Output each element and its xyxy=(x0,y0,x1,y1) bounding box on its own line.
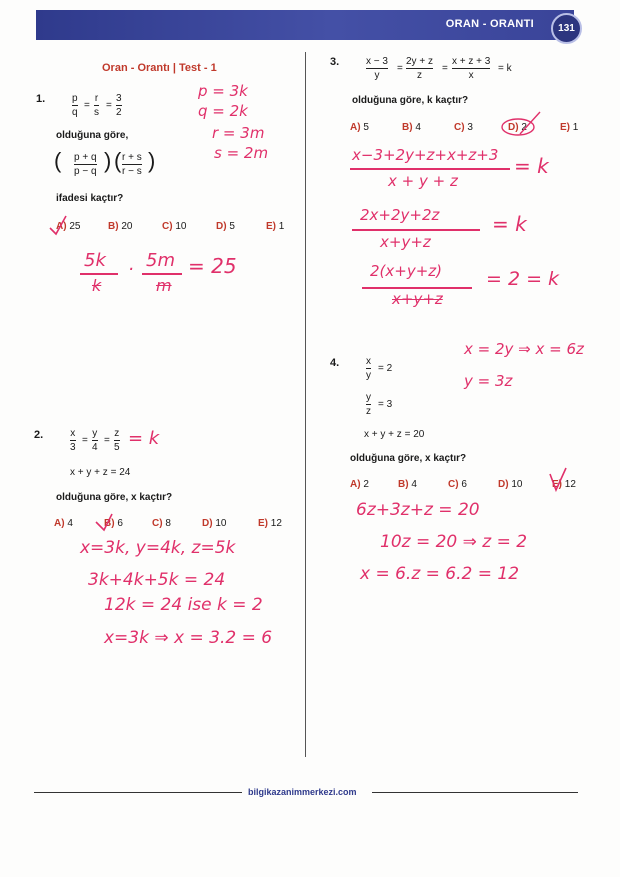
q3-option-a-key: A) xyxy=(350,122,361,133)
q3-frac1-num: x − 3 xyxy=(366,56,388,67)
q3-number: 3. xyxy=(330,56,340,68)
q1-option-b-key: B) xyxy=(108,221,119,232)
q1-hw-p: p = 3k xyxy=(198,82,248,100)
q4-hw-h2: y = 3z xyxy=(464,372,513,390)
paren-close-1: ) xyxy=(104,148,112,173)
q1-number: 1. xyxy=(36,93,46,105)
q1-p: p xyxy=(72,93,78,104)
q2-number: 2. xyxy=(34,429,44,441)
q4-option-a-key: A) xyxy=(350,479,361,490)
q1-option-c-key: C) xyxy=(162,221,173,232)
q1-option-c-value: 10 xyxy=(175,221,187,232)
q1-option-e-key: E) xyxy=(266,221,276,232)
q1-s: s xyxy=(94,107,99,118)
q4-option-e-key: E) xyxy=(552,479,562,490)
q3-frac1-den: y xyxy=(374,70,380,81)
q2-option-b-value: 6 xyxy=(117,518,123,529)
q1-hw-s: s = 2m xyxy=(214,144,269,162)
q3-option-c-value: 3 xyxy=(467,122,473,133)
q2-five: 5 xyxy=(114,442,120,453)
q2-option-e-value: 12 xyxy=(270,518,282,529)
q2-option-b-key: B) xyxy=(104,518,115,529)
q3-option-e-key: E) xyxy=(560,122,570,133)
footer-line-right xyxy=(372,792,578,793)
q2-hw-line4: x=3k ⇒ x = 3.2 = 6 xyxy=(104,628,273,648)
q1-eq2: = xyxy=(106,100,112,111)
q1-expr-a-den: p − q xyxy=(74,166,97,177)
q1-hw-den2: m xyxy=(156,276,172,295)
q1-option-d-value: 5 xyxy=(229,221,235,232)
q3-option-b-key: B) xyxy=(402,122,413,133)
q3-frac2-den: z xyxy=(416,70,422,81)
q3-hw-den1: x + y + z xyxy=(388,172,458,190)
q1-hw-dot: · xyxy=(128,259,134,280)
q3-option-e-value: 1 xyxy=(572,122,579,133)
q3-eqk: = k xyxy=(498,63,512,74)
q2-y: y xyxy=(92,428,98,439)
q1-hw-r: r = 3m xyxy=(212,124,265,142)
q4-hw-line2: 10z = 20 ⇒ z = 2 xyxy=(380,532,528,552)
q1-expr-b-den: r − s xyxy=(122,166,142,177)
paren-close-2: ) xyxy=(148,148,156,173)
q1-hw-q: q = 2k xyxy=(198,102,248,120)
q1-option-b-value: 20 xyxy=(121,221,133,232)
q1-hw-den1: k xyxy=(92,276,102,295)
q3-hw-num2: 2x+2y+2z xyxy=(360,206,440,224)
q4-y2: y xyxy=(366,392,371,403)
q4-option-c-key: C) xyxy=(448,479,459,490)
q1-given: olduğuna göre, xyxy=(56,130,129,141)
q2-hw-line2: 3k+4k+5k = 24 xyxy=(88,570,226,590)
q3-frac2-num: 2y + z xyxy=(406,56,433,67)
q3-option-b-value: 4 xyxy=(415,122,421,133)
page-number: 131 xyxy=(551,13,582,44)
q2-eq2: = xyxy=(104,435,110,446)
q3-hw-res3: = 2 = k xyxy=(486,268,560,290)
header-topic: ORAN - ORANTI xyxy=(445,18,534,30)
q3-hw-num1: x−3+2y+z+x+z+3 xyxy=(352,146,499,164)
q2-option-a-value: 4 xyxy=(67,518,73,529)
q2-option-a-key: A) xyxy=(54,518,65,529)
q1-hw-num2: 5m xyxy=(146,250,175,271)
q2-option-c-key: C) xyxy=(152,518,163,529)
q4-option-d-value: 10 xyxy=(511,479,523,490)
q3-eq1: = xyxy=(397,63,403,74)
q1-option-e-value: 1 xyxy=(278,221,285,232)
q3-frac3-den: x xyxy=(468,70,474,81)
q3-frac3-num: x + z + 3 xyxy=(452,56,491,67)
q2-sum: x + y + z = 24 xyxy=(70,467,131,478)
q3-hw-res2: = k xyxy=(492,212,527,236)
q2-option-c-value: 8 xyxy=(165,518,171,529)
q4-eq3: = 3 xyxy=(378,399,393,410)
q3-option-a-value: 5 xyxy=(363,122,369,133)
q2-x: x xyxy=(70,428,76,439)
q3-option-d-value: 2 xyxy=(521,122,527,133)
q1-hw-result: = 25 xyxy=(188,254,237,278)
q2-hw-line1: x=3k, y=4k, z=5k xyxy=(80,538,236,558)
q1-option-a-value: 25 xyxy=(69,221,81,232)
q4-hw-line3: x = 6.z = 6.2 = 12 xyxy=(360,564,520,584)
q2-three: 3 xyxy=(70,442,76,453)
q1-expr-b-num: r + s xyxy=(122,152,142,163)
q4-option-b-value: 4 xyxy=(411,479,417,490)
q2-question: olduğuna göre, x kaçtır? xyxy=(56,492,173,503)
q4-option-e-value: 12 xyxy=(564,479,576,490)
q1-option-d-key: D) xyxy=(216,221,227,232)
q4-y: y xyxy=(366,370,371,381)
q2-answer-check-icon xyxy=(96,514,112,530)
q1-question: ifadesi kaçtır? xyxy=(56,193,124,204)
q4-number: 4. xyxy=(330,357,340,369)
q1-two: 2 xyxy=(116,107,122,118)
paren-open-2: ( xyxy=(114,148,122,173)
q4-question: olduğuna göre, x kaçtır? xyxy=(350,453,467,464)
q3-hw-res1: = k xyxy=(514,154,549,178)
q4-hw-line1: 6z+3z+z = 20 xyxy=(356,500,480,520)
q3-hw-den2: x+y+z xyxy=(380,233,431,251)
q4-sum: x + y + z = 20 xyxy=(364,429,425,440)
q2-four: 4 xyxy=(92,442,98,453)
q1-eq1: = xyxy=(84,100,90,111)
q4-eq2: = 2 xyxy=(378,363,393,374)
q3-option-d-key: D) xyxy=(508,122,519,133)
q1-answer-check-icon xyxy=(50,216,66,234)
q4-option-d-key: D) xyxy=(498,479,509,490)
paren-open-1: ( xyxy=(54,148,62,173)
q2-z: z xyxy=(114,428,120,439)
q3-hw-den3: x+y+z xyxy=(392,290,443,308)
q2-option-d-key: D) xyxy=(202,518,213,529)
q4-option-b-key: B) xyxy=(398,479,409,490)
q4-hw-h1: x = 2y ⇒ x = 6z xyxy=(464,340,584,358)
q3-option-c-key: C) xyxy=(454,122,465,133)
q4-answer-check-icon xyxy=(550,468,566,490)
q4-x: x xyxy=(366,356,371,367)
q2-option-e-key: E) xyxy=(258,518,268,529)
q4-option-c-value: 6 xyxy=(461,479,467,490)
q1-r: r xyxy=(94,93,99,104)
footer-site[interactable]: bilgikazanimmerkezi.com xyxy=(248,787,357,797)
q3-hw-num3: 2(x+y+z) xyxy=(370,262,443,280)
q2-option-d-value: 10 xyxy=(215,518,227,529)
q4-z: z xyxy=(366,406,371,417)
q1-option-a-key: A) xyxy=(56,221,67,232)
q2-eq1: = xyxy=(82,435,88,446)
test-title: Oran - Orantı | Test - 1 xyxy=(102,62,217,74)
q1-q: q xyxy=(72,107,78,118)
q1-three: 3 xyxy=(116,93,122,104)
q3-eq2: = xyxy=(442,63,448,74)
q3-answer-circle-icon xyxy=(502,119,534,135)
footer-line-left xyxy=(34,792,242,793)
q1-expr-a-num: p + q xyxy=(74,152,97,163)
q2-hw-eqk: = k xyxy=(128,428,160,449)
q4-option-a-value: 2 xyxy=(363,479,369,490)
q3-answer-slash-icon xyxy=(520,112,540,134)
q3-question: olduğuna göre, k kaçtır? xyxy=(352,95,469,106)
q1-hw-num1: 5k xyxy=(84,250,106,271)
q2-hw-line3: 12k = 24 ise k = 2 xyxy=(104,595,263,615)
